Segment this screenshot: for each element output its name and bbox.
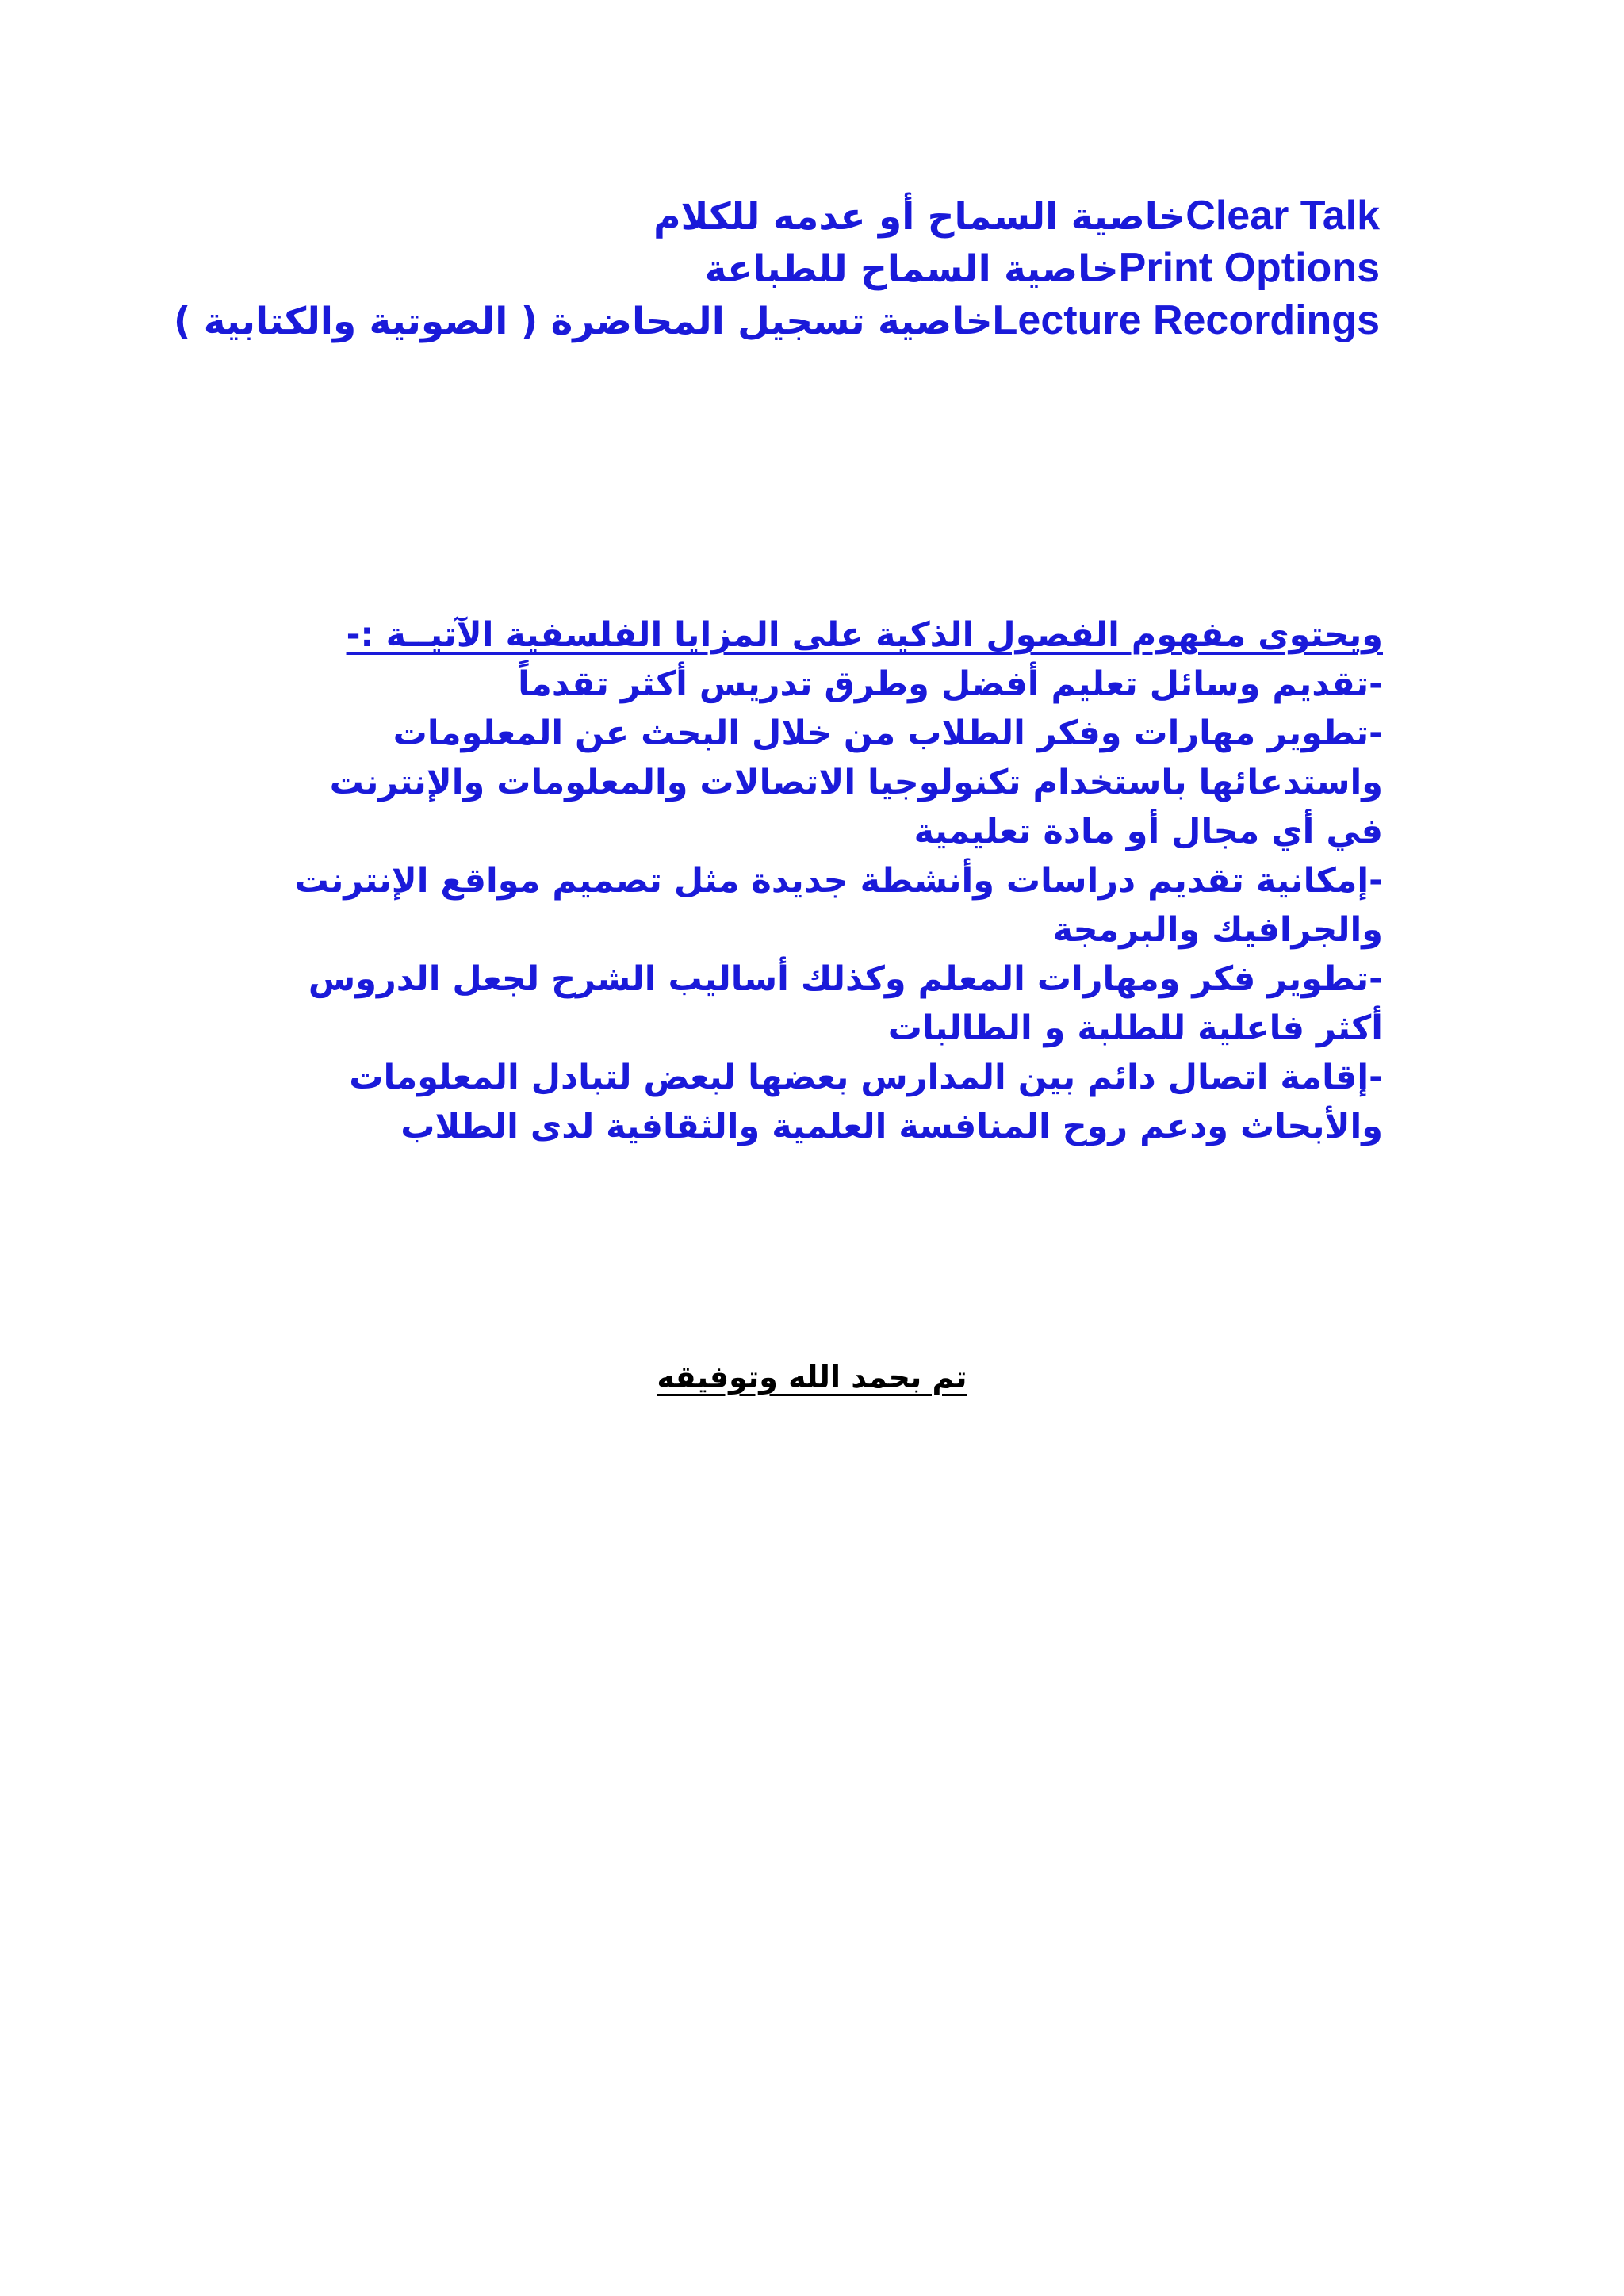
- benefits-heading: ويحتوى مفهوم الفصول الذكية على المزايا الفلسفية الآتيــة :-: [346, 615, 1383, 655]
- feature-clear-talk: [190, 190, 1380, 243]
- benefit-item: -إمكانية تقديم دراسات وأنشطة جديدة مثل تصميم مواقع الإنترنت والجرافيك والبرمجة: [294, 861, 1383, 950]
- feature-description: خاصية السماح أو عدمه للكلام: [653, 195, 1186, 239]
- feature-name: Print Options: [1118, 245, 1380, 291]
- benefit-item: -إقامة اتصال دائم بين المدارس بعضها لبعض لتبادل المعلومات والأبحاث ودعم روح المنافسة العلمية والثقافية لدى الطلاب: [349, 1058, 1383, 1146]
- feature-description: خاصية تسجيل المحاضرة ( الصوتية والكتابية ): [173, 300, 993, 343]
- features-list: [173, 190, 1380, 347]
- benefit-item: -تطوير فكر ومهارات المعلم وكذلك أساليب الشرح لجعل الدروس أكثر فاعلية للطلبة و الطالبات: [308, 959, 1383, 1048]
- closing-line: [0, 1360, 1624, 1395]
- feature-name: Clear Talk: [1185, 193, 1380, 239]
- benefit-item: -تطوير مهارات وفكر الطلاب من خلال البحث عن المعلومات واستدعائها باستخدام تكنولوجيا الاتصالات والمعلومات والإنترنت في أي مجال أو مادة تعليمية: [329, 714, 1383, 851]
- feature-lecture-recordings: [173, 295, 1380, 347]
- feature-print-options: [190, 243, 1380, 295]
- closing-text: تم بحمد الله وتوفيقه: [657, 1360, 967, 1395]
- feature-description: خاصية السماح للطباعة: [704, 247, 1119, 291]
- feature-name: Lecture Recordings: [992, 297, 1380, 343]
- benefit-item: -تقديم وسائل تعليم أفضل وطرق تدريس أكثر تقدماً: [518, 664, 1383, 704]
- benefits-section: [273, 610, 1383, 1151]
